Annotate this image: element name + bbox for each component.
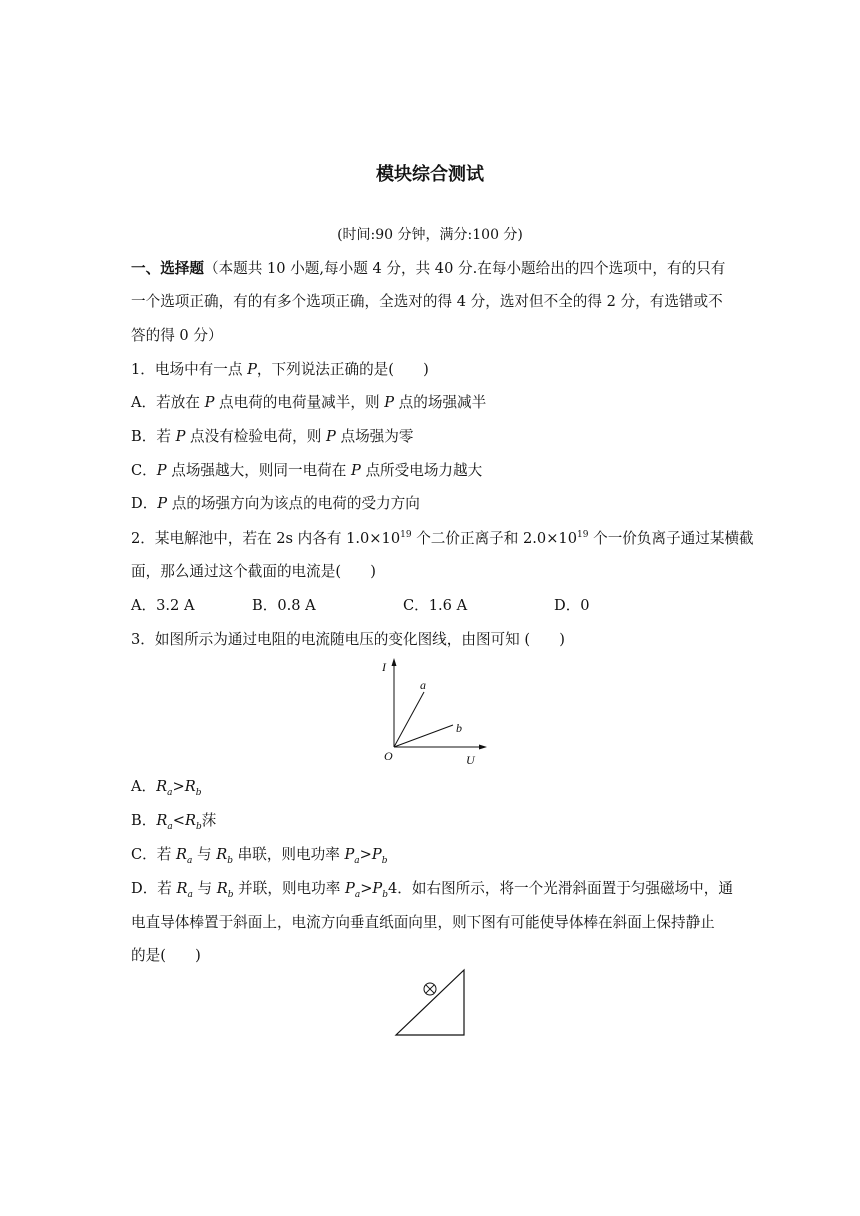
line-b-label: b — [456, 721, 462, 735]
line-a-label: a — [420, 678, 426, 692]
q2-stem-line-1: 2．某电解池中，若在 2s 内各有 $1.0\times 10^{19}$ 个二价正离子和 $2.0\times 10^{19}$ 个一价负离子通过某横截 — [131, 530, 754, 547]
section-heading: 一、选择题 — [131, 260, 204, 277]
q1-option-d: D．P 点的场强方向为该点的电荷的受力方向 — [131, 495, 420, 512]
q2-option-b: B．0.8 A — [252, 597, 316, 614]
u-axis-label: U — [466, 753, 475, 767]
line-b — [394, 725, 453, 747]
origin-label: O — [384, 749, 393, 763]
q4-stem-line-1: 4．如右图所示，将一个光滑斜面置于匀强磁场中，通 — [388, 880, 733, 897]
q1-option-a: A．若放在 P 点电荷的电荷量减半，则 P 点的场强减半 — [131, 394, 487, 411]
q4-stem-line-2: 电直导体棒置于斜面上，电流方向垂直纸面向里，则下图有可能使导体棒在斜面上保持静止 — [131, 914, 715, 931]
section-intro-line-2: 一个选项正确，有的有多个选项正确，全选对的得 4 分，选对但不全的得 2 分，有选错或不 — [131, 293, 723, 310]
q1-option-b: B．若 P 点没有检验电荷，则 P 点场强为零 — [131, 428, 414, 445]
q2-stem-line-2: 面，那么通过这个截面的电流是( ) — [131, 563, 376, 580]
incline-triangle — [396, 970, 464, 1035]
i-axis-label: I — [382, 660, 386, 674]
q4-stem-line-3: 的是( ) — [131, 947, 201, 964]
iu-graph-figure — [378, 655, 488, 770]
q2-option-a: A．3.2 A — [131, 597, 195, 614]
section-intro-line-1: 一、选择题（本题共 10 小题,每小题 4 分，共 40 分.在每小题给出的四个选项中，有的只有 — [131, 260, 726, 277]
q3-option-a: A．$R_a>R_b$ — [131, 778, 202, 798]
q1-option-c: C．P 点场强越大，则同一电荷在 P 点所受电场力越大 — [131, 462, 483, 479]
q2-option-d: D．0 — [554, 597, 590, 614]
q3-option-d: D．若 $R_a$ 与 $R_b$ 并联，则电功率 $P_a>P_b4$．如右图所示，将一个光滑斜面置于匀强磁场中，通 — [131, 880, 733, 900]
current-into-page-icon — [424, 983, 436, 995]
i-axis-arrow — [392, 658, 397, 666]
exam-info: (时间:90 分钟，满分:100 分) — [337, 227, 523, 243]
q2-option-c: C．1.6 A — [403, 597, 468, 614]
u-axis-arrow — [479, 745, 487, 750]
line-a — [394, 692, 424, 747]
incline-figure — [394, 966, 468, 1038]
section-intro-line-3: 答的得 0 分） — [131, 327, 223, 344]
q3-option-c: C．若 $R_a$ 与 $R_b$ 串联，则电功率 $P_a>P_b$ — [131, 846, 388, 866]
q3-stem: 3．如图所示为通过电阻的电流随电压的变化图线，由图可知 ( ) — [131, 631, 565, 648]
q3-option-b: B．$R_a<R_b$莯 — [131, 812, 217, 832]
page-title: 模块综合测试 — [376, 164, 484, 185]
q1-stem: 1．电场中有一点 P，下列说法正确的是( ) — [131, 361, 429, 378]
